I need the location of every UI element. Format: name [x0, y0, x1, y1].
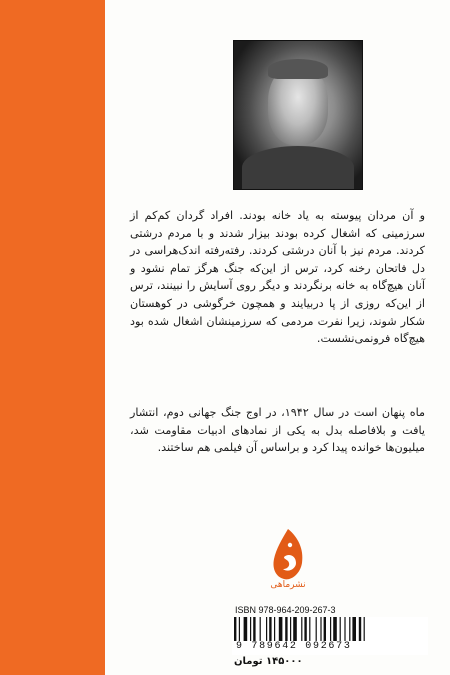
blurb-paragraph-2: ماه پنهان است در سال ۱۹۴۲، در اوج جنگ جهانی دوم، انتشار یافت و بلافاصله بدل به یکی از نمادهای ادبیات مقاومت شد، میلیون‌ها خوانده پیدا کرد و براساس آن فیلمی هم ساختند.	[130, 406, 425, 455]
blurb-paragraph-1: و آن مردان پیوسته به یاد خانه بودند. افراد گردان کم‌کم از سرزمینی که اشغال کرده بودند بیزار شدند و با مردم درشتی کردند. مردم نیز با آنان درشتی کردند. رفته‌رفته اندک‌هراسی در دل فاتحان رخنه کرد، ترس از این‌که جنگ هرگز تمام نشود و آنان هیچ‌گاه به خانه برنگردند و دیگر روی آسایش را نبینند، ترس از این‌که روزی از پا دربیایند و همچون خرگوشی در کوهستان شکار شوند، زیرا نفرت مردمی که سرزمینشان اشغال شده بود هیچ‌گاه فرونمی‌نشست.	[130, 209, 425, 346]
portrait-hair	[268, 59, 328, 79]
barcode-number: 9 789642 092673	[236, 641, 424, 652]
publisher-name: نشرماهی	[270, 580, 306, 590]
portrait-shoulders	[242, 146, 354, 189]
isbn-label: ISBN 978-964-209-267-3	[235, 605, 336, 615]
orange-spine-band	[0, 0, 105, 675]
publisher-fish-logo-icon	[268, 527, 308, 583]
price-label: ۱۴۵۰۰۰ تومان	[234, 656, 303, 667]
author-portrait-photo	[233, 40, 363, 190]
